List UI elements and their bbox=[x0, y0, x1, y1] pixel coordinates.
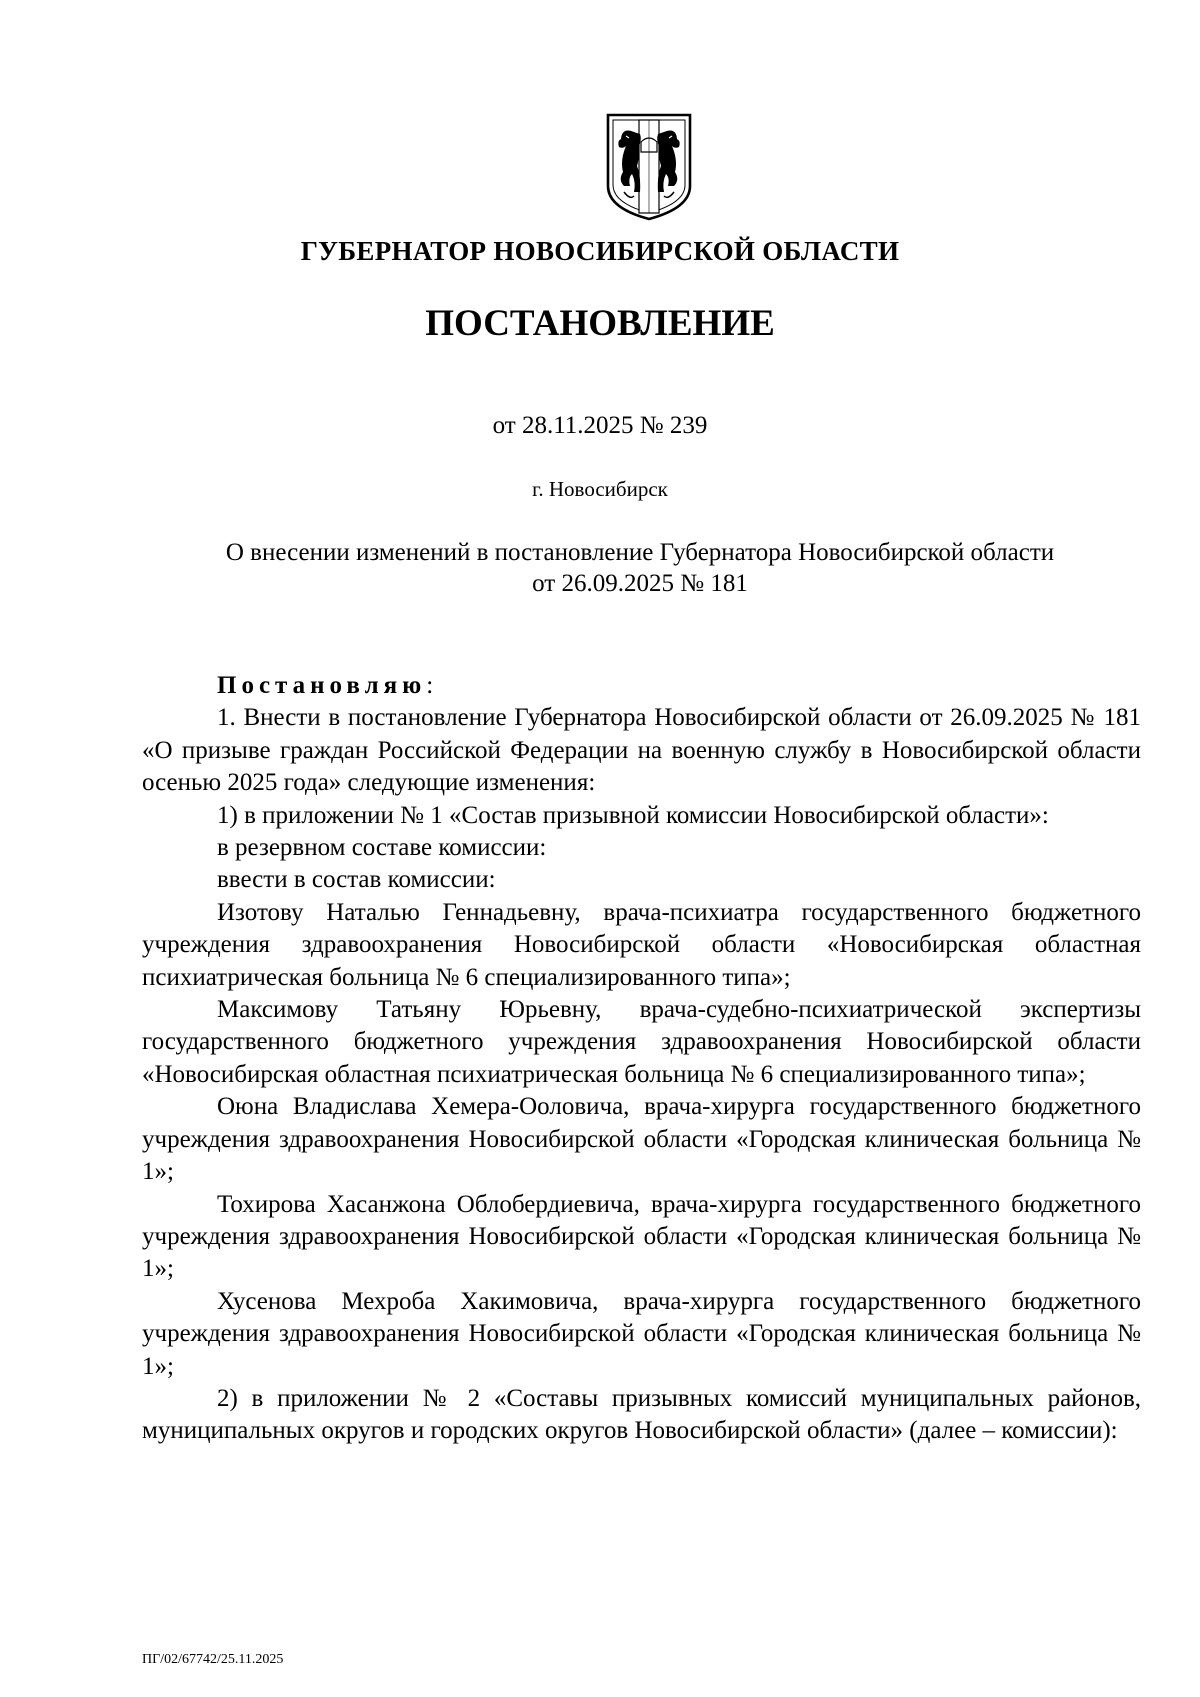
date-number-line bbox=[0, 412, 1200, 440]
body-paragraph: 1. Внести в постановление Губернатора Новосибирской области от 26.09.2025 № 181 «О призыве граждан Российской Федерации на военную службу в Новосибирской области осенью 2025 года» следующие изменения: bbox=[142, 704, 1141, 797]
decree-colon: : bbox=[426, 672, 434, 699]
body-paragraph: ввести в состав комиссии: bbox=[217, 866, 496, 894]
document-subject bbox=[140, 537, 1140, 599]
body-paragraph: 1) в приложении № 1 «Состав призывной комиссии Новосибирской области»: bbox=[217, 801, 1049, 829]
document-date: 28.11.2025 bbox=[521, 412, 634, 439]
place-of-issue: г. Новосибирск bbox=[532, 477, 668, 501]
body-paragraph: в резервном составе комиссии: bbox=[217, 834, 547, 862]
decree-word-line bbox=[142, 670, 1141, 702]
coat-of-arms-emblem bbox=[604, 112, 694, 222]
body-paragraph: Максимову Татьяну Юрьевну, врача-судебно-психиатрической экспертизы государственного бюджетного учреждения здравоохранения Новосибирской области «Новосибирская областная психиатрическая больница № 6 специализированного типа»; bbox=[142, 996, 1141, 1088]
body-paragraph: Изотову Наталью Геннадьевну, врача-психиатра государственного бюджетного учреждения здравоохранения Новосибирской области «Новосибирская областная психиатрическая больница № 6 специализированного типа»; bbox=[142, 898, 1141, 991]
document-type-title: ПОСТАНОВЛЕНИЕ bbox=[425, 303, 775, 344]
document-body bbox=[142, 670, 1141, 1448]
body-paragraph: 2) в приложении № 2 «Составы призывных комиссий муниципальных районов, муниципальных округов и городских округов Новосибирской области» (далее – комиссии): bbox=[142, 1384, 1141, 1445]
body-paragraph: Тохирова Хасанжона Облобердиевича, врача-хирурга государственного бюджетного учреждения здравоохранения Новосибирской области «Городская клиническая больница № 1»; bbox=[142, 1190, 1141, 1283]
number-label: № bbox=[639, 412, 664, 439]
subject-line-2: от 26.09.2025 № 181 bbox=[532, 570, 748, 597]
issuing-authority: ГУБЕРНАТОР НОВОСИБИРСКОЙ ОБЛАСТИ bbox=[300, 236, 900, 266]
subject-line-1: О внесении изменений в постановление Губернатора Новосибирской области bbox=[225, 539, 1055, 566]
document-number: 239 bbox=[669, 412, 708, 439]
body-paragraph: Оюна Владислава Хемера-Ооловича, врача-хирурга государственного бюджетного учреждения здравоохранения Новосибирской области «Городская клиническая больница № 1»; bbox=[142, 1093, 1141, 1186]
date-prefix: от bbox=[492, 412, 516, 439]
document-registration-code: ПГ/02/67742/25.11.2025 bbox=[142, 1652, 284, 1667]
decree-word: Постановляю bbox=[217, 672, 427, 699]
body-paragraph: Хусенова Мехроба Хакимовича, врача-хирурга государственного бюджетного учреждения здравоохранения Новосибирской области «Городская клиническая больница № 1»; bbox=[142, 1287, 1141, 1380]
